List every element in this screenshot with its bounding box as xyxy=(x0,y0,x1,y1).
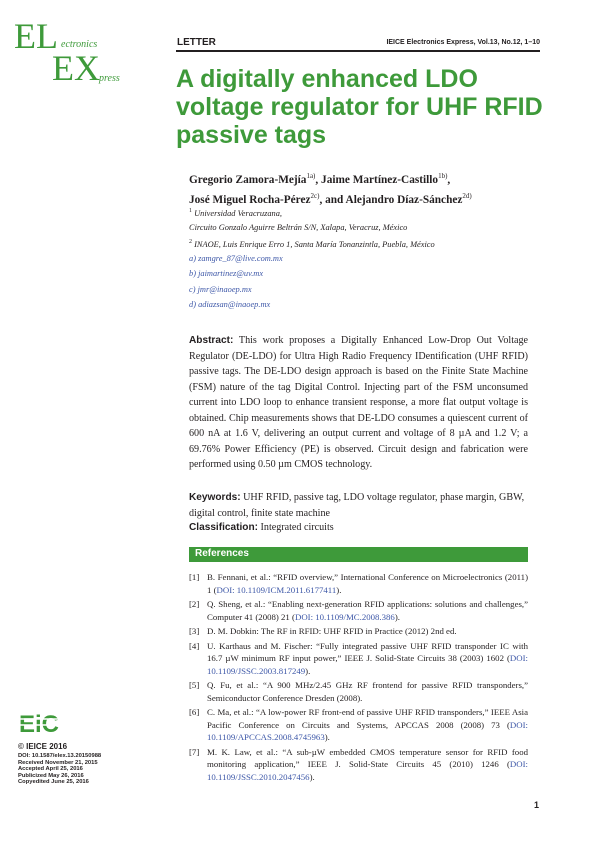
doi-link[interactable]: DOI: 10.1109/APCCAS.2008.4745963 xyxy=(207,719,528,742)
abstract xyxy=(189,333,528,473)
logo-el-sub: ectronics xyxy=(61,39,98,50)
email-link[interactable]: adiazsan@inaoep.mx xyxy=(198,300,271,309)
reference-item: [6] C. Ma, et al.: “A low-power RF front-end of passive UHF RFID transponders,” IEEE Asia Pacific Conference on Circuits and Systems, APCCAS 2008 (2008) 73 (DOI: 10.1109/APCCAS.2008.4745963). xyxy=(189,707,528,742)
journal-logo xyxy=(14,18,134,88)
copyright: © IEICE 2016 xyxy=(18,742,68,751)
email-link[interactable]: jmr@inaoep.mx xyxy=(197,285,252,294)
article-type: LETTER xyxy=(177,37,216,48)
svg-text:EiC: EiC xyxy=(19,711,60,736)
paper-title: A digitally enhanced LDO voltage regulator for UHF RFID passive tags xyxy=(176,65,543,149)
keywords: Keywords: UHF RFID, passive tag, LDO voltage regulator, phase margin, GBW, digital control, finite state machine xyxy=(189,492,525,519)
reference-item: [3] D. M. Dobkin: The RF in RFID: UHF RFID in Practice (2012) 2nd ed. xyxy=(189,626,457,636)
page-number: 1 xyxy=(533,800,539,810)
email-link[interactable]: jaimartinez@uv.mx xyxy=(198,269,264,278)
classification: Classification: Integrated circuits xyxy=(189,522,334,533)
reference-item: [1] B. Fennani, et al.: “RFID overview,” International Conference on Microelectronics (2011) 1 (DOI: 10.1109/ICM.2011.6177411). xyxy=(189,572,528,595)
logo-ex: EX xyxy=(52,48,100,88)
author: Gregorio Zamora-Mejía$^{1a)}$, xyxy=(189,172,322,186)
email-line: b) jaimartinez@uv.mx xyxy=(189,269,264,278)
doi-link[interactable]: DOI: 10.1109/ICM.2011.6177411 xyxy=(216,584,337,595)
reference-item: [4] U. Karthaus and M. Fischer: “Fully integrated passive UHF RFID transponder IC with 16.7 µW minimum RF input power,” IEEE J. Solid-State Circuits 38 (2003) 1602 (DOI: 10.1109/JSSC.2003.817249). xyxy=(189,640,528,676)
email-line: d) adiazsan@inaoep.mx xyxy=(189,300,271,309)
article-history: DOI: 10.1587/elex.13.20150988 Received November 21, 2015 Accepted April 25, 2016 Publicized May 26, 2016 Copyedited June 25, 2016 xyxy=(18,753,102,786)
header-rule xyxy=(176,50,540,52)
email-link[interactable]: zamgre_87@live.com.mx xyxy=(198,254,283,263)
doi-link[interactable]: DOI: 10.1109/JSSC.2003.817249 xyxy=(207,653,528,676)
doi-link[interactable]: DOI: 10.1109/JSSC.2010.2047456 xyxy=(207,759,528,782)
references-header: References xyxy=(189,547,528,562)
email-line: a) zamgre_87@live.com.mx xyxy=(189,254,283,263)
affiliation: Circuito Gonzalo Aguirre Beltrán S/N, Xalapa, Veracruz, México xyxy=(189,223,408,232)
reference-item: [5] Q. Fu, et al.: “A 900 MHz/2.45 GHz RF frontend for passive RFID transponders,” Semiconductor Conference Dresden (2008). xyxy=(189,680,528,703)
eic-logo xyxy=(18,710,68,741)
reference-item: [7] M. K. Law, et al.: “A sub-µW embedded CMOS temperature sensor for RFID food monitoring application,” IEEE J. Solid-State Circuits 45 (2010) 1246 (DOI: 10.1109/JSSC.2010.2047456). xyxy=(189,746,528,782)
author-list xyxy=(189,168,529,208)
logo-ex-sub: press xyxy=(99,73,120,84)
doi-link[interactable]: DOI: 10.1109/MC.2008.386 xyxy=(294,611,395,622)
eic-logo-mark xyxy=(18,710,68,736)
reference-item: [2] Q. Sheng, et al.: “Enabling next-generation RFID applications: solutions and challenges,” Computer 41 (2008) 21 (DOI: 10.1109/MC.2008.386). xyxy=(189,599,528,622)
author: Jaime Martínez-Castillo$^{1b)}$, xyxy=(321,172,451,186)
journal-citation: IEICE Electronics Express, Vol.13, No.12, 1–10 xyxy=(386,39,540,46)
affiliation: $^2$ INAOE, Luis Enrique Erro 1, Santa María Tonanzintla, Puebla, México xyxy=(189,239,435,249)
logo-el: EL xyxy=(14,16,58,56)
author: Alejandro Díaz-Sánchez$^{2d)}$ xyxy=(345,191,472,206)
author: José Miguel Rocha-Pérez$^{2c)}$, and xyxy=(189,191,346,206)
abstract-text: This work proposes a Digitally Enhanced Low-Drop Out Voltage Regulator (DE-LDO) for Ultra High Radio Frequency IDentification (UHF RFID) passive tags. The DE-LDO design approach is based on the Finite State Machine (FSM) nature of the tag Digital Control. Injecting part of the FSM unconsumed current into LDO loop to enhance transient response, a more flat output voltage is obtained. Chip measurements shows that DE-LDO consumes a quiescent current of 600 nA at 1.6 V, delivering an output current and voltage of 8 µA and 1.2 V; a 69.76% Power Efficiency (PE) is observed. Circuit design and fabrication were performed using 0.50 µm CMOS technology. xyxy=(189,335,529,470)
email-line: c) jmr@inaoep.mx xyxy=(189,285,252,294)
reference-list xyxy=(189,571,528,785)
affiliation: $^1$ Universidad Veracruzana, xyxy=(189,208,283,218)
abstract-label: Abstract: xyxy=(189,335,234,346)
